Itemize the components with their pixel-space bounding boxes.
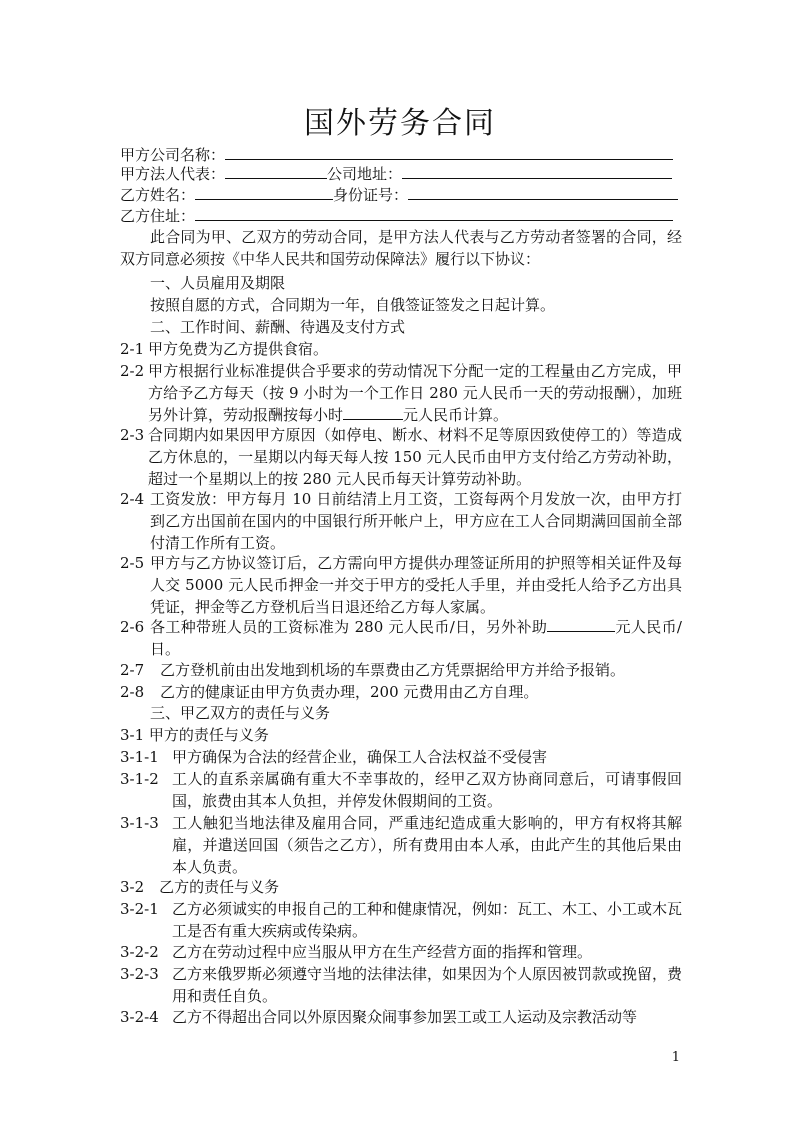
field-party-a-name — [120, 144, 680, 165]
clause-text: 乙方来俄罗斯必须遵守当地的法律法律，如果因为个人原因被罚款或挽留，费用和责任自负。 — [172, 965, 683, 1005]
clause-number: 2-2 — [120, 362, 145, 380]
clause-text: 甲方确保为合法的经营企业，确保工人合法权益不受侵害 — [172, 748, 548, 766]
page-number: 1 — [671, 1050, 680, 1065]
clause-number: 3-2-2 — [120, 943, 159, 961]
clause-2-3 — [120, 424, 682, 490]
clause-2-4 — [120, 488, 682, 554]
clause-text — [120, 360, 682, 426]
clause-text: 乙方登机前由出发地到机场的车票费由乙方凭票据给甲方并给予报销。 — [160, 661, 626, 679]
section-1-text: 按照自愿的方式，合同期为一年，自俄签证签发之日起计算。 — [150, 296, 556, 314]
field-label: 乙方住址： — [120, 207, 196, 225]
clause-3-1-1 — [120, 746, 682, 768]
blank-line[interactable] — [195, 205, 673, 221]
clause-2-1 — [120, 338, 682, 360]
clause-text: 工人触犯当地法律及雇用合同，严重违纪造成重大影响的，甲方有权将其解雇，并遣送回国（须告之乙方），所有费用由本人承，由此产生的其他后果由本人负责。 — [172, 814, 682, 876]
clause-3-2-4 — [120, 1006, 682, 1028]
clause-number: 3-2-1 — [120, 900, 159, 918]
clause-2-8 — [120, 681, 682, 703]
clause-number: 3-1-1 — [120, 748, 159, 766]
subsection-3-2-heading: 3-2 乙方的责任与义务 — [120, 878, 280, 896]
subsection-3-1-heading: 3-1 甲方的责任与义务 — [120, 726, 269, 744]
clause-number: 3-2-4 — [120, 1008, 159, 1026]
field-legal-rep-and-address — [120, 163, 680, 184]
clause-number: 2-4 — [120, 490, 145, 508]
clause-text — [120, 616, 682, 660]
clause-2-5 — [120, 552, 682, 618]
document-title: 国外劳务合同 — [304, 106, 496, 141]
clause-number: 2-6 — [120, 618, 145, 636]
field-label: 甲方法人代表： — [120, 165, 226, 183]
clause-3-1-2 — [120, 768, 682, 812]
clause-3-2-1 — [120, 898, 682, 942]
section-3-heading: 三、甲乙双方的责任与义务 — [150, 704, 331, 722]
clause-text: 乙方在劳动过程中应当服从甲方在生产经营方面的指挥和管理。 — [172, 943, 593, 961]
clause-number: 2-1 — [120, 340, 145, 358]
field-label: 乙方姓名： — [120, 186, 196, 204]
blank-line[interactable] — [547, 616, 615, 632]
field-party-b-name-and-id — [120, 184, 680, 205]
clause-2-2 — [120, 360, 682, 426]
clause-text-after: 元人民币/日。 — [150, 618, 682, 658]
clause-3-2-2 — [120, 941, 682, 963]
clause-text: 合同期内如果因甲方原因（如停电、断水、材料不足等原因致使停工的）等造成乙方休息的，一星期以内每天每人按 150 元人民币由甲方支付给乙方劳动补助，超过一个星期以上的按 280 元人民币每天计算劳动补助。 — [148, 426, 682, 488]
clause-text: 甲方免费为乙方提供食宿。 — [148, 340, 329, 358]
clause-text-before: 甲方根据行业标准提供合乎要求的劳动情况下分配一定的工程量由乙方完成，甲方给予乙方每天（按 9 小时为一个工作日 280 元人民币一天的劳动报酬），加班另外计算，劳动报酬按每小时 — [148, 362, 682, 424]
blank-line[interactable] — [225, 144, 673, 160]
clause-text: 乙方的健康证由甲方负责办理，200 元费用由乙方自理。 — [160, 683, 539, 701]
field-label: 甲方公司名称： — [120, 146, 226, 164]
field-label: 公司地址： — [327, 165, 403, 183]
section-2-heading: 二、工作时间、薪酬、待遇及支付方式 — [150, 318, 406, 336]
clause-3-2-3 — [120, 963, 682, 1007]
blank-line[interactable] — [195, 184, 333, 200]
blank-line[interactable] — [408, 184, 678, 200]
intro-paragraph: 此合同为甲、乙双方的劳动合同，是甲方法人代表与乙方劳动者签署的合同，经双方同意必须按《中华人民共和国劳动保障法》履行以下协议： — [120, 228, 682, 268]
field-label: 身份证号： — [333, 186, 409, 204]
clause-text: 工人的直系亲属确有重大不幸事故的，经甲乙双方协商同意后，可请事假回国，旅费由其本人负担，并停发休假期间的工资。 — [172, 770, 682, 810]
clause-text: 乙方不得超出合同以外原因聚众闹事参加罢工或工人运动及宗教活动等 — [172, 1008, 638, 1026]
clause-number: 3-1-2 — [120, 770, 159, 788]
clause-number: 2-7 — [120, 661, 145, 679]
clause-text-after: 元人民币计算。 — [403, 406, 509, 424]
clause-2-6 — [120, 616, 682, 660]
field-party-b-address — [120, 205, 680, 226]
blank-line[interactable] — [402, 163, 672, 179]
clause-number: 3-1-3 — [120, 814, 159, 832]
clause-number: 2-3 — [120, 426, 145, 444]
clause-number: 3-2-3 — [120, 965, 159, 983]
section-1-heading: 一、人员雇用及期限 — [150, 274, 286, 292]
clause-text: 工资发放：甲方每月 10 日前结清上月工资，工资每两个月发放一次，由甲方打到乙方出国前在国内的中国银行所开帐户上，甲方应在工人合同期满回国前全部付清工作所有工资。 — [150, 490, 682, 552]
clause-3-1-3 — [120, 812, 682, 878]
clause-number: 2-8 — [120, 683, 145, 701]
clause-text-before: 各工种带班人员的工资标准为 280 元人民币/日，另外补助 — [150, 618, 548, 636]
clause-2-7 — [120, 659, 682, 681]
blank-line[interactable] — [343, 404, 403, 420]
blank-line[interactable] — [225, 163, 327, 179]
clause-text: 乙方必须诚实的申报自己的工种和健康情况，例如：瓦工、木工、小工或木瓦工是否有重大疾病或传染病。 — [172, 900, 683, 940]
clause-text: 甲方与乙方协议签订后，乙方需向甲方提供办理签证所用的护照等相关证件及每人交 5000 元人民币押金一并交于甲方的受托人手里，并由受托人给予乙方出具凭证，押金等乙方登机后当日退还给乙方每人家属。 — [150, 554, 682, 616]
clause-number: 2-5 — [120, 554, 145, 572]
